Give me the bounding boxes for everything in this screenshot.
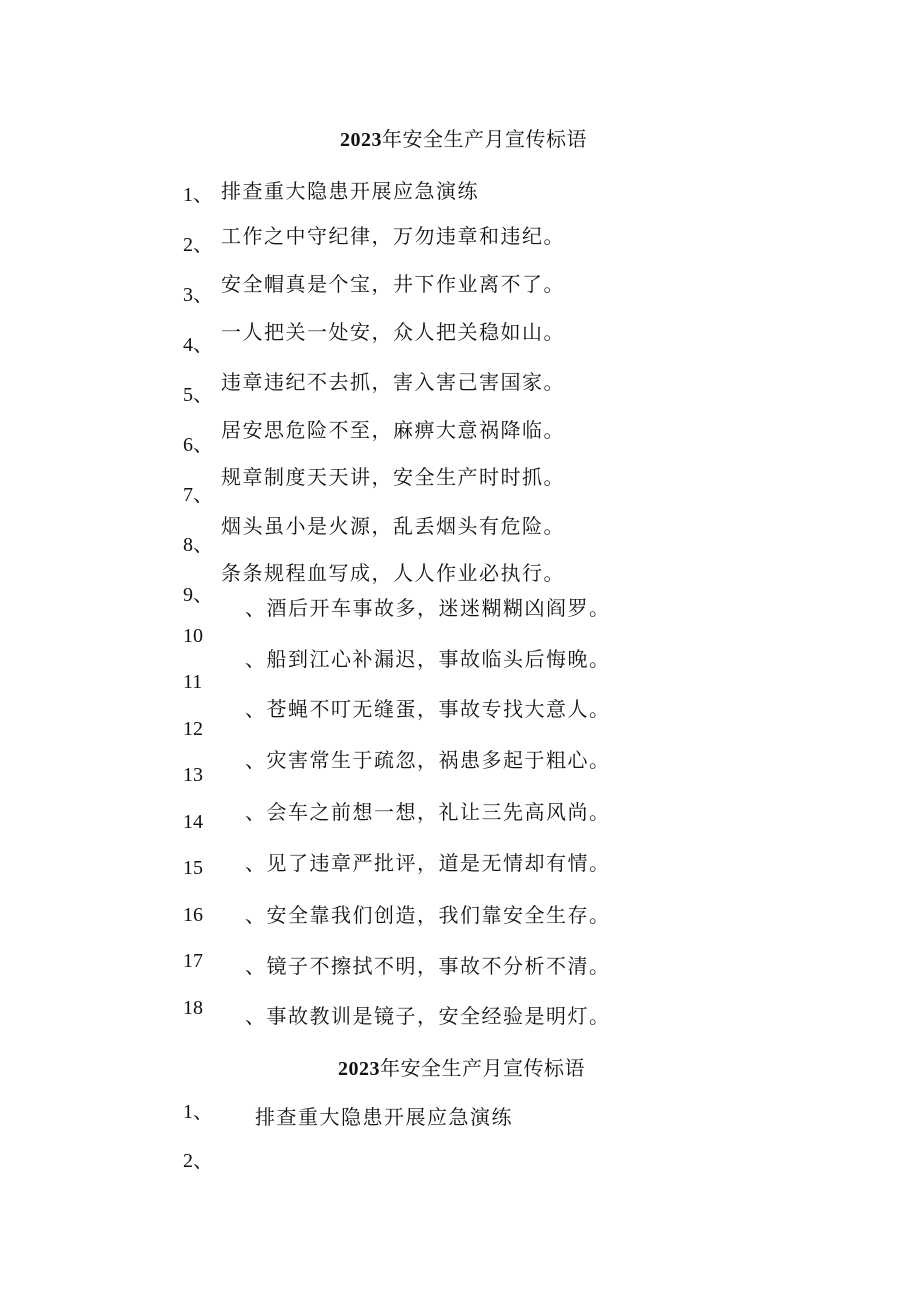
slogan-text: 排查重大隐患开展应急演练 (255, 1105, 513, 1129)
title-year: 2023 (338, 1058, 380, 1080)
slogan-number: 6、 (183, 434, 213, 456)
slogan-number: 10 (183, 625, 203, 647)
title-text: 年安全生产月宣传标语 (382, 127, 587, 151)
slogan-number: 2、 (183, 1150, 213, 1172)
slogan-text: 工作之中守纪律，万勿违章和违纪。 (221, 224, 565, 248)
slogan-number: 2、 (183, 234, 213, 256)
slogan-text: 、安全靠我们创造，我们靠安全生存。 (245, 903, 611, 927)
slogan-number: 9、 (183, 584, 213, 606)
slogan-text: 条条规程血写成，人人作业必执行。 (221, 561, 565, 585)
slogan-text: 违章违纪不去抓，害入害己害国家。 (221, 370, 565, 394)
repeat-title (338, 1052, 585, 1081)
slogan-text: 、酒后开车事故多，迷迷糊糊凶阎罗。 (245, 596, 611, 620)
slogan-number: 13 (183, 764, 203, 786)
slogan-text: 安全帽真是个宝，井下作业离不了。 (221, 272, 565, 296)
slogan-number: 17 (183, 950, 203, 972)
slogan-text: 排查重大隐患开展应急演练 (221, 179, 479, 203)
slogan-number: 18 (183, 997, 203, 1019)
slogan-text: 、苍蝇不叮无缝蛋，事故专找大意人。 (245, 697, 611, 721)
slogan-number: 1、 (183, 1101, 213, 1123)
slogan-number: 7、 (183, 484, 213, 506)
page-title (340, 123, 587, 152)
slogan-text: 一人把关一处安，众人把关稳如山。 (221, 320, 565, 344)
slogan-text: 规章制度天天讲，安全生产时时抓。 (221, 465, 565, 489)
slogan-number: 1、 (183, 184, 213, 206)
slogan-number: 4、 (183, 334, 213, 356)
slogan-text: 烟头虽小是火源，乱丢烟头有危险。 (221, 514, 565, 538)
slogan-text: 、会车之前想一想，礼让三先高风尚。 (245, 800, 611, 824)
slogan-number: 3、 (183, 284, 213, 306)
slogan-number: 15 (183, 857, 203, 879)
slogan-text: 、镜子不擦拭不明，事故不分析不清。 (245, 954, 611, 978)
slogan-text: 、事故教训是镜子，安全经验是明灯。 (245, 1004, 611, 1028)
slogan-number: 16 (183, 904, 203, 926)
title-text: 年安全生产月宣传标语 (380, 1056, 585, 1080)
slogan-number: 8、 (183, 534, 213, 556)
slogan-text: 、灾害常生于疏忽，祸患多起于粗心。 (245, 748, 611, 772)
slogan-number: 12 (183, 718, 203, 740)
slogan-text: 、见了违章严批评，道是无情却有情。 (245, 851, 611, 875)
slogan-text: 、船到江心补漏迟，事故临头后悔晚。 (245, 647, 611, 671)
slogan-text: 居安思危险不至，麻痹大意祸降临。 (221, 418, 565, 442)
slogan-number: 14 (183, 811, 203, 833)
slogan-number: 11 (183, 671, 203, 693)
title-year: 2023 (340, 129, 382, 151)
slogan-number: 5、 (183, 384, 213, 406)
